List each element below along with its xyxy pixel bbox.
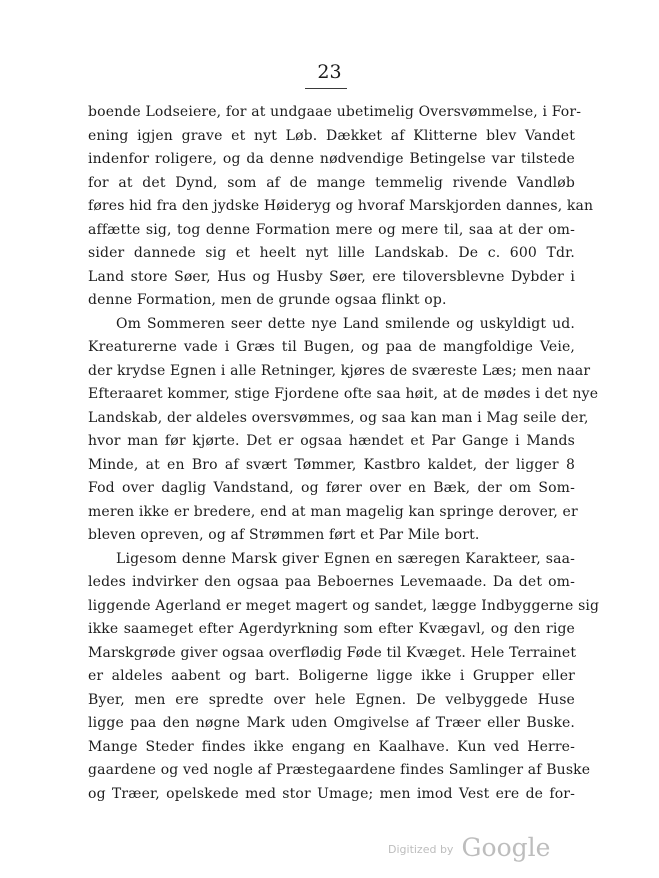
text-line: føres hid fra den jydske Høideryg og hvoraf Marskjorden dannes, kan: [88, 198, 594, 214]
text-line: er aldeles aabent og bart. Boligerne ligge ikke i Grupper eller: [88, 668, 575, 684]
digitization-watermark: [388, 833, 550, 862]
text-line: Efteraaret kommer, stige Fjordene ofte saa høit, at de mødes i det nye: [88, 386, 599, 402]
text-line: ligge paa den nøgne Mark uden Omgivelse af Træer eller Buske.: [88, 715, 575, 731]
page-number-rule: [305, 88, 347, 89]
text-line: og Træer, opelskede med stor Umage; men imod Vest ere de for-: [88, 785, 575, 802]
page-number: 23: [317, 61, 342, 83]
text-line-paragraph-end: denne Formation, men de grunde ogsaa flinkt op.: [88, 292, 447, 308]
text-line-paragraph-start: Om Sommeren seer dette nye Land smilende og uskyldigt ud.: [116, 315, 575, 332]
watermark-prefix: Digitized by: [388, 843, 454, 856]
text-line: ening igjen grave et nyt Løb. Dækket af Klitterne blev Vandet: [88, 127, 575, 144]
text-line: ikke saameget efter Agerdyrkning som efter Kvægavl, og den rige: [88, 621, 575, 637]
text-line-paragraph-end: bleven opreven, og af Strømmen ført et Par Mile bort.: [88, 527, 480, 543]
text-line: for at det Dynd, som af de mange temmelig rivende Vandløb: [88, 174, 575, 191]
text-line: Land store Søer, Hus og Husby Søer, ere tiloversblevne Dybder i: [88, 268, 575, 285]
text-line: gaardene og ved nogle af Præstegaardene findes Samlinger af Buske: [88, 762, 591, 778]
text-line: hvor man før kjørte. Det er ogsaa hændet et Par Gange i Mands: [88, 433, 575, 449]
text-line: indenfor roligere, og da denne nødvendige Betingelse var tilstede: [88, 151, 575, 167]
text-line: boende Lodseiere, for at undgaae ubetimelig Oversvømmelse, i For-: [88, 104, 582, 120]
body-text: [88, 101, 600, 806]
text-line: liggende Agerland er meget magert og sandet, lægge Indbyggerne sig: [88, 597, 600, 614]
text-line: Byer, men ere spredte over hele Egnen. De velbyggede Huse: [88, 691, 575, 708]
text-line: Landskab, der aldeles oversvømmes, og saa kan man i Mag seile der,: [88, 409, 589, 426]
text-line: sider dannede sig et heelt nyt lille Landskab. De c. 600 Tdr.: [88, 245, 575, 261]
text-line: ledes indvirker den ogsaa paa Beboernes Levemaade. Da det om-: [88, 574, 575, 590]
text-line: Kreaturerne vade i Græs til Bugen, og paa de mangfoldige Veie,: [88, 339, 575, 355]
text-line: Marskgrøde giver ogsaa overflødig Føde til Kvæget. Hele Terrainet: [88, 644, 577, 661]
text-line-paragraph-start: Ligesom denne Marsk giver Egnen en særegen Karakteer, saa-: [116, 550, 575, 567]
text-line: Minde, at en Bro af svært Tømmer, Kastbro kaldet, der ligger 8: [88, 456, 575, 473]
text-line: affætte sig, tog denne Formation mere og mere til, saa at der om-: [88, 221, 575, 238]
text-line: der krydse Egnen i alle Retninger, kjøres de sværeste Læs; men naar: [88, 362, 591, 379]
watermark-brand-logo: Google: [461, 833, 551, 862]
text-line: Fod over daglig Vandstand, og fører over en Bæk, der om Som-: [88, 480, 575, 496]
text-line: Mange Steder findes ikke engang en Kaalhave. Kun ved Herre-: [88, 738, 575, 755]
text-line: meren ikke er bredere, end at man magelig kan springe derover, er: [88, 503, 578, 520]
page-header: [0, 60, 659, 84]
